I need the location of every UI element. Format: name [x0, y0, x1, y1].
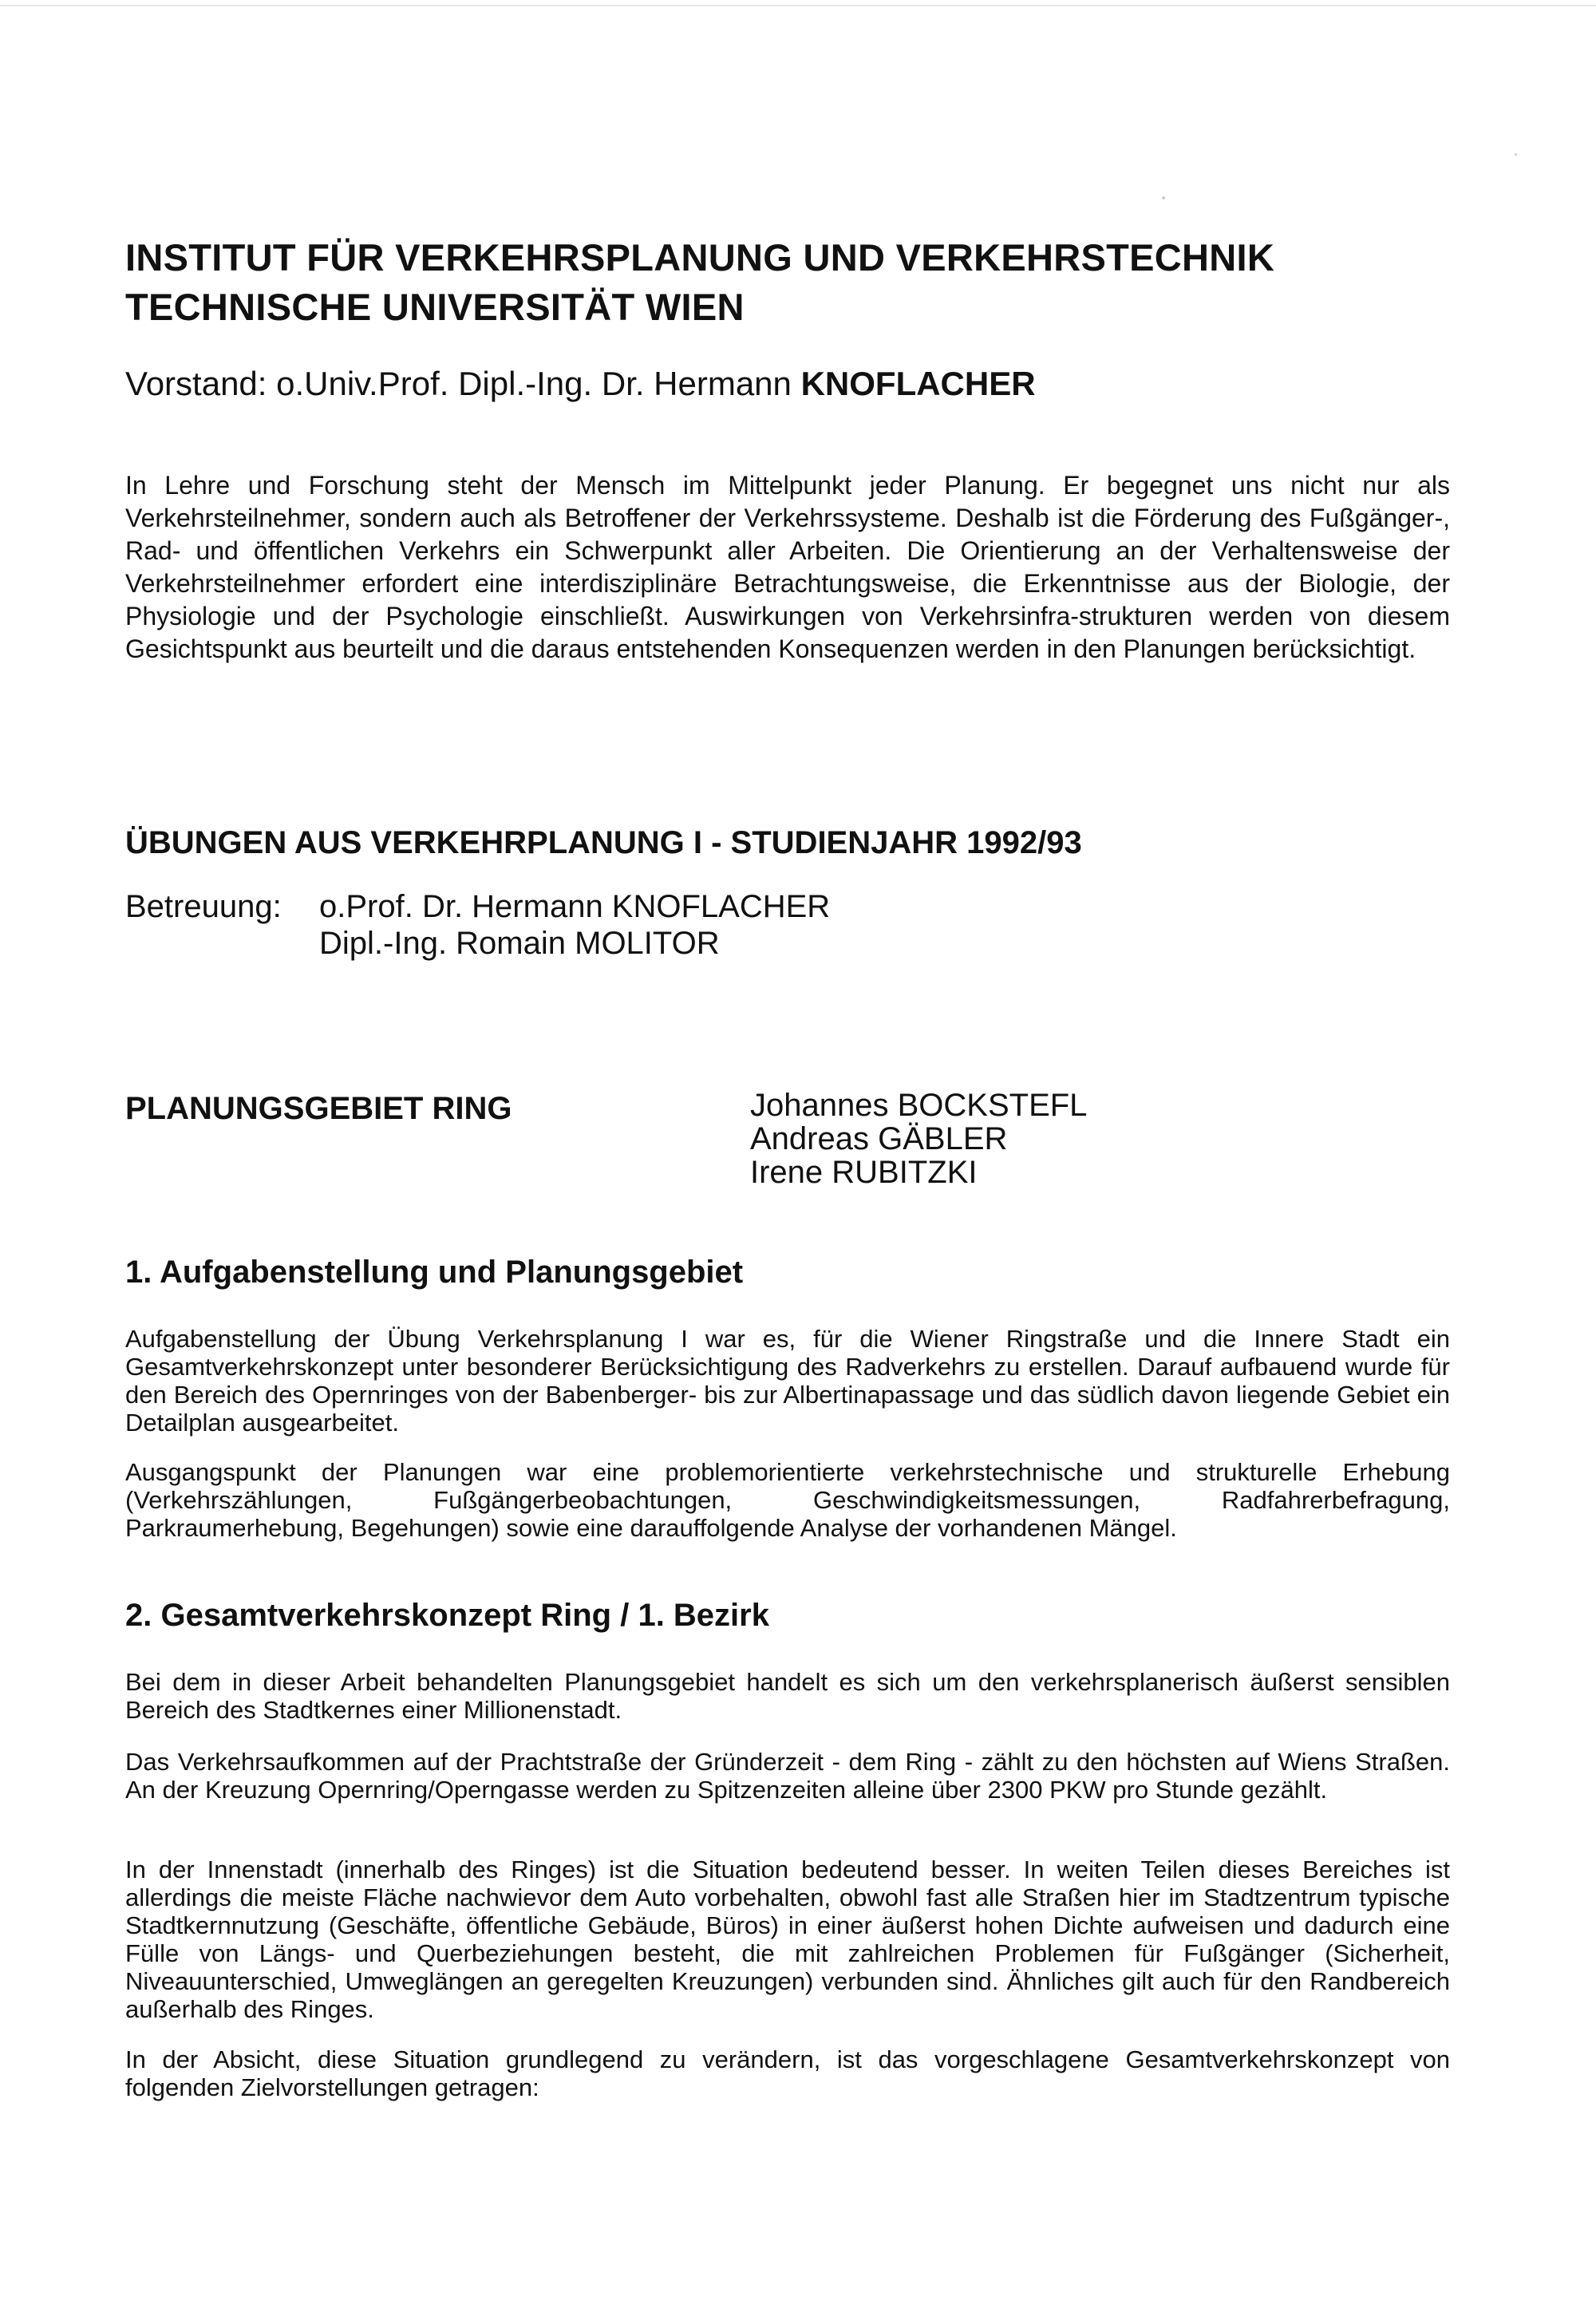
- section-2-paragraph: In der Innenstadt (innerhalb des Ringes) ist die Situation bedeutend besser. In weiten Teilen dieses Bereiches ist allerdings die meiste Fläche nachwievor dem Auto vorbehalten, obwohl fast alle Straßen hier im Stadtzentrum typische Stadtkernnutzung (Geschäfte, öffentliche Gebäude, Büros) in einer äußerst hohen Dichte aufweisen und dadurch eine Fülle von Längs- und Querbeziehungen besteht, die mit zahlreichen Problemen für Fußgänger (Sicherheit, Niveauunterschied, Umweglängen an geregelten Kreuzungen) verbunden sind. Ähnliches gilt auch für den Randbereich außerhalb des Ringes.: [125, 1856, 1450, 2023]
- scan-speck: [1162, 196, 1165, 200]
- supervisor-name: Dipl.-Ing. Romain MOLITOR: [319, 926, 720, 961]
- vorstand-label: Vorstand: o.Univ.Prof. Dipl.-Ing. Dr. Hermann: [125, 365, 792, 402]
- section-2-paragraph: Das Verkehrsaufkommen auf der Prachtstraße der Gründerzeit - dem Ring - zählt zu den höchsten auf Wiens Straßen. An der Kreuzung Opernring/Operngasse werden zu Spitzenzeiten alleine über 2300 PKW pro Stunde gezählt.: [125, 1748, 1450, 1804]
- student-name: Andreas GÄBLER: [750, 1121, 1008, 1156]
- section-2-heading: 2. Gesamtverkehrskonzept Ring / 1. Bezirk: [125, 1598, 769, 1633]
- intro-paragraph: In Lehre und Forschung steht der Mensch im Mittelpunkt jeder Planung. Er begegnet uns nicht nur als Verkehrsteilnehmer, sondern auch als Betroffener der Verkehrssysteme. Deshalb ist die Förderung des Fußgänger-, Rad- und öffentlichen Verkehrs ein Schwerpunkt aller Arbeiten. Die Orientierung an der Verhaltensweise der Verkehrsteilnehmer erfordert eine interdisziplinäre Betrachtungsweise, die Erkenntnisse aus der Biologie, der Physiologie und der Psychologie einschließt. Auswirkungen von Verkehrsinfra-strukturen werden von diesem Gesichtspunkt aus beurteilt und die daraus entstehenden Konsequenzen werden in den Planungen berücksichtigt.: [125, 471, 1450, 663]
- section-2-paragraph: In der Absicht, diese Situation grundlegend zu verändern, ist das vorgeschlagene Gesamtverkehrskonzept von folgenden Zielvorstellungen getragen:: [125, 2045, 1450, 2101]
- scan-edge-rule: [0, 5, 1596, 6]
- betreuung-label: Betreuung:: [125, 889, 282, 924]
- supervisor-list: [319, 888, 830, 962]
- institute-header: [125, 233, 1450, 332]
- supervisor-name: o.Prof. Dr. Hermann KNOFLACHER: [319, 889, 831, 924]
- section-1-paragraph: Ausgangspunkt der Planungen war eine problemorientierte verkehrstechnische und strukturelle Erhebung (Verkehrszählungen, Fußgängerbeobachtungen, Geschwindigkeitsmessungen, Radfahrerbefragung, Parkraumerhebung, Begehungen) sowie eine darauffolgende Analyse der vorhandenen Mängel.: [125, 1458, 1450, 1542]
- section-1-heading: 1. Aufgabenstellung und Planungsgebiet: [125, 1255, 744, 1290]
- student-name: Johannes BOCKSTEFL: [750, 1088, 1088, 1123]
- section-1-paragraph: Aufgabenstellung der Übung Verkehrsplanung I war es, für die Wiener Ringstraße und die Innere Stadt ein Gesamtverkehrskonzept unter besonderer Berücksichtigung des Radverkehrs zu erstellen. Darauf aufbauend wurde für den Bereich des Opernringes von der Babenberger- bis zur Albertinapassage und das südlich davon liegende Gebiet ein Detailplan ausgearbeitet.: [125, 1325, 1450, 1437]
- university-name: TECHNISCHE UNIVERSITÄT WIEN: [125, 286, 745, 328]
- scan-speck: [1515, 153, 1517, 156]
- course-title: ÜBUNGEN AUS VERKEHRPLANUNG I - STUDIENJAHR 1992/93: [125, 825, 1082, 860]
- student-list: [750, 1089, 1309, 1189]
- vorstand-name: KNOFLACHER: [800, 365, 1036, 402]
- project-title: PLANUNGSGEBIET RING: [125, 1091, 512, 1126]
- vorstand-line: [125, 363, 1450, 405]
- section-2-paragraph: Bei dem in dieser Arbeit behandelten Planungsgebiet handelt es sich um den verkehrsplanerisch äußerst sensiblen Bereich des Stadtkernes einer Millionenstadt.: [125, 1668, 1450, 1724]
- student-name: Irene RUBITZKI: [750, 1155, 978, 1190]
- institute-name: INSTITUT FÜR VERKEHRSPLANUNG UND VERKEHRSTECHNIK: [125, 236, 1275, 279]
